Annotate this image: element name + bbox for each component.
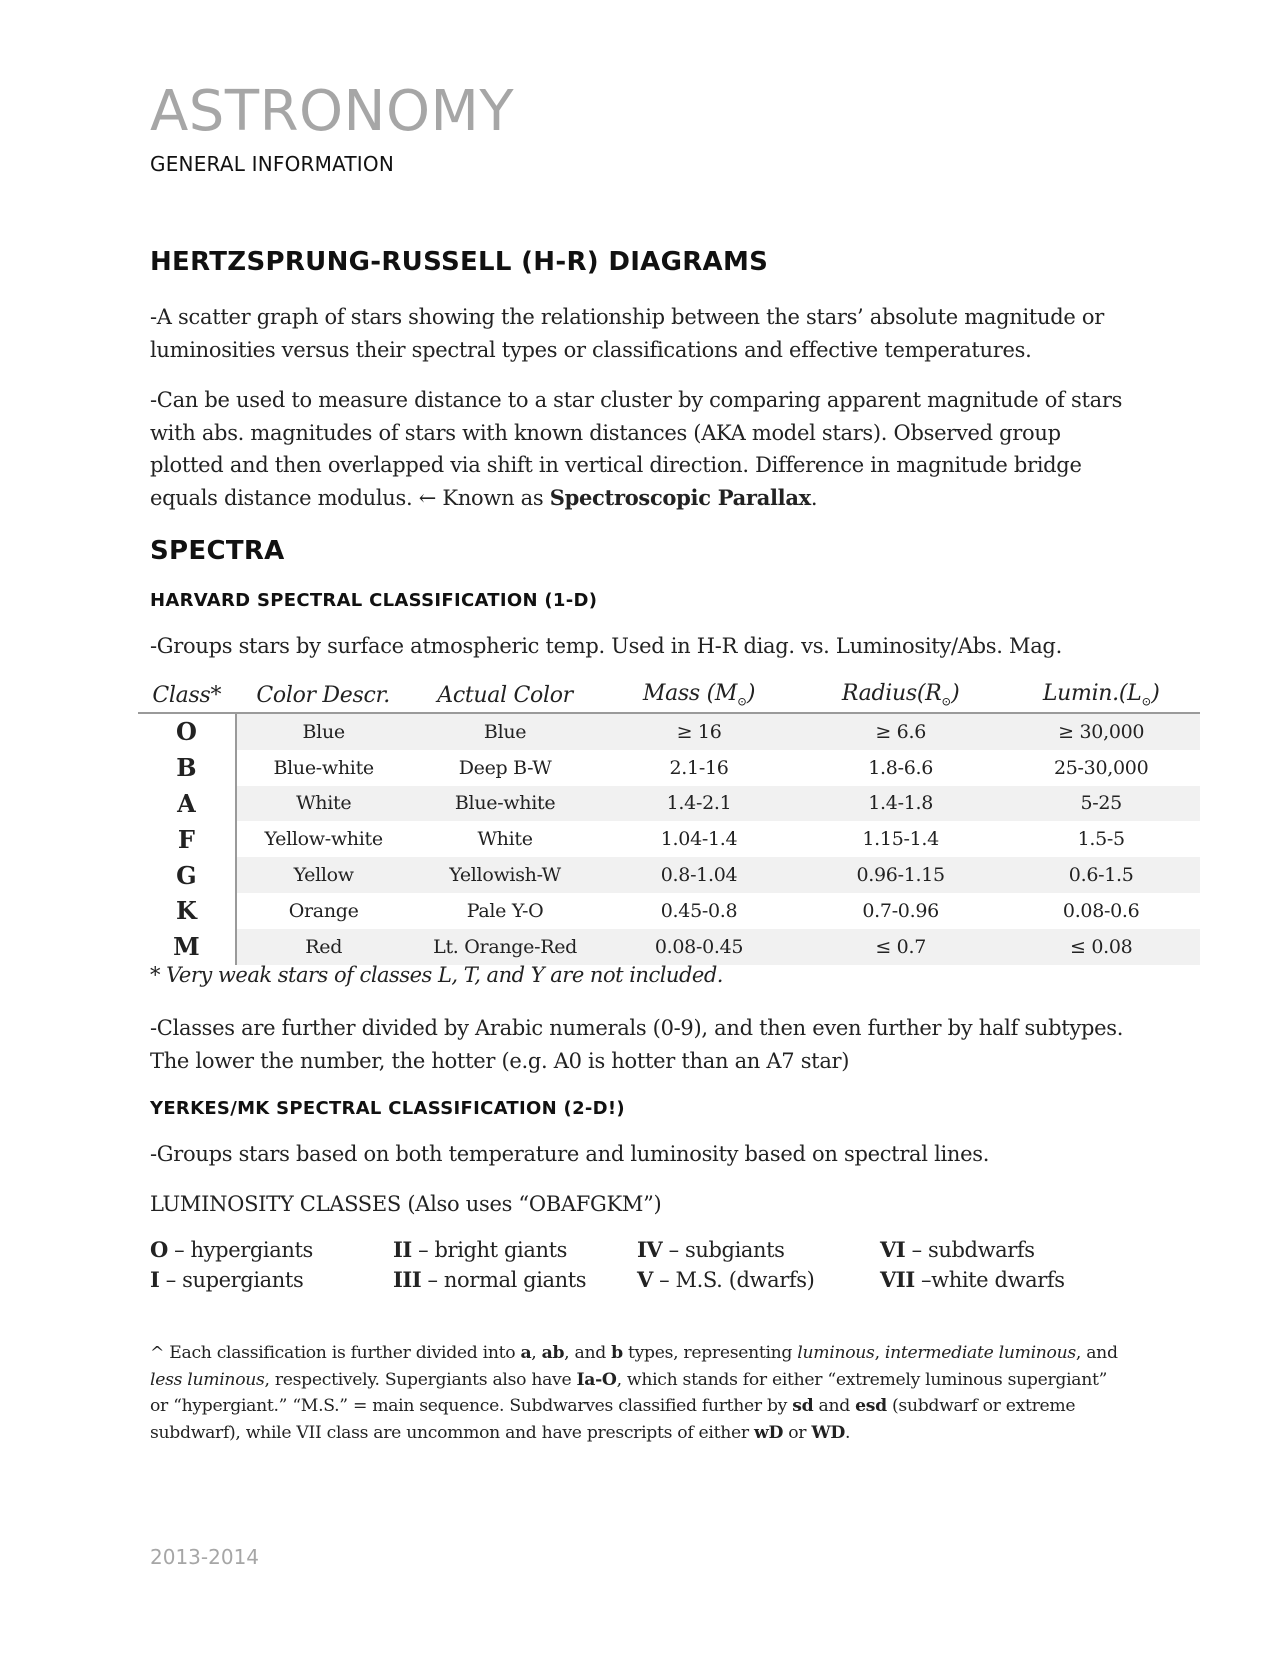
col-mass — [599, 678, 798, 713]
lum-code: II — [393, 1237, 412, 1262]
col-radius — [799, 678, 1003, 713]
cell-radius: ≥ 6.6 — [799, 713, 1003, 750]
cell-actual-color: Yellowish-W — [411, 857, 599, 893]
harvard-classification-table — [138, 678, 1270, 965]
cell-class: O — [138, 713, 236, 750]
lum-code: VI — [880, 1237, 906, 1262]
yerkes-intro: -Groups stars based on both temperature and luminosity based on spectral lines. — [150, 1142, 990, 1166]
harvard-heading: HARVARD SPECTRAL CLASSIFICATION (1-D) — [150, 590, 598, 611]
note-text: , and — [1075, 1343, 1118, 1363]
cell-mass: 0.45-0.8 — [660, 899, 738, 922]
note-text: and — [813, 1396, 856, 1417]
note-bold: b — [611, 1343, 623, 1363]
mass-label: Mass (M — [642, 681, 738, 707]
table-row — [138, 786, 1270, 822]
table-row — [138, 821, 1270, 857]
col-class: Class* — [138, 678, 236, 713]
cell-actual-color: Blue-white — [411, 786, 599, 822]
cell-actual-color: Pale Y-O — [466, 899, 544, 922]
cell-class: A — [138, 786, 236, 822]
spacer — [1200, 713, 1270, 750]
lum-code: IV — [637, 1237, 663, 1262]
parallax-text: -Can be used to measure distance to a star cluster by comparing apparent magnitude of stars with abs. magnitudes of stars with known distances (AKA model stars). Observed group plotted and then overlapped via shift in vertical direction. Difference in magnitude bridge equals distance modulus. ← Known as — [150, 388, 1123, 510]
lum-class-item — [150, 1265, 393, 1295]
harvard-intro: -Groups stars by surface atmospheric temp. Used in H-R diag. vs. Luminosity/Abs. Mag. — [150, 634, 1062, 658]
lum-class-item — [637, 1235, 880, 1265]
cell-color-descr: Blue — [236, 713, 411, 750]
note-bold: a — [520, 1343, 532, 1363]
note-italic: luminous — [797, 1343, 875, 1363]
lum-desc: – hypergiants — [167, 1238, 313, 1262]
lum-class-item — [150, 1235, 393, 1265]
note-text: , — [874, 1343, 885, 1363]
spacer — [1200, 786, 1270, 822]
cell-color-descr: Orange — [288, 899, 359, 922]
lum-code: O — [150, 1237, 168, 1262]
lum-code: III — [393, 1267, 422, 1292]
note-bold: ab — [541, 1343, 565, 1363]
lum-class-item — [637, 1265, 880, 1295]
cell-lumin: 5-25 — [1003, 786, 1200, 822]
cell-class: B — [138, 750, 236, 786]
sun-symbol-icon: ⊙ — [737, 694, 747, 709]
cell-lumin: 1.5-5 — [1077, 828, 1125, 851]
table-row — [138, 713, 1270, 750]
cell-lumin: 25-30,000 — [1053, 756, 1149, 779]
note-text: types, representing — [622, 1343, 798, 1363]
lum-class-item — [393, 1235, 637, 1265]
subdivision-paragraph: -Classes are further divided by Arabic numerals (0-9), and then even further by half subtypes. The lower the number, the hotter (e.g. A0 is hotter than an A7 star) — [150, 1016, 1124, 1073]
spacer — [1200, 678, 1270, 713]
lum-desc: – subdwarfs — [905, 1238, 1035, 1262]
cell-actual-color: Deep B-W — [458, 756, 552, 779]
lum-desc: –white dwarfs — [914, 1268, 1065, 1292]
note-bold: wD — [753, 1423, 784, 1444]
note-text: , and — [564, 1343, 612, 1363]
cell-color-descr: Yellow-white — [264, 828, 383, 851]
lum-code: VII — [880, 1267, 915, 1292]
cell-class: M — [138, 929, 236, 965]
table-row — [138, 750, 1270, 786]
cell-lumin: 0.6-1.5 — [1003, 857, 1200, 893]
cell-mass: 0.8-1.04 — [599, 857, 798, 893]
lum-desc: – bright giants — [411, 1238, 568, 1262]
cell-lumin: ≤ 0.08 — [1003, 929, 1200, 965]
period: . — [810, 485, 818, 510]
cell-mass: 2.1-16 — [669, 756, 729, 779]
lum-code: I — [150, 1267, 160, 1292]
note-text: or — [783, 1423, 812, 1444]
luminosity-classes-heading: LUMINOSITY CLASSES (Also uses “OBAFGKM”) — [150, 1192, 662, 1216]
col-color-descr: Color Descr. — [236, 678, 411, 713]
note-bold: esd — [855, 1396, 887, 1417]
cell-radius: 1.8-6.6 — [868, 756, 934, 779]
cell-class: F — [138, 821, 236, 857]
cell-radius: 1.15-1.4 — [862, 828, 939, 851]
hr-description-paragraph: -A scatter graph of stars showing the relationship between the stars’ absolute magnitude or luminosities versus their spectral types or classifications and effective temperatures. — [150, 305, 1104, 362]
cell-class: K — [138, 893, 236, 929]
note-text: . — [844, 1423, 851, 1444]
cell-actual-color: Lt. Orange-Red — [411, 929, 599, 965]
cell-lumin: ≥ 30,000 — [1003, 713, 1200, 750]
lum-desc: – supergiants — [159, 1268, 304, 1292]
spacer — [1200, 750, 1270, 786]
cell-color-descr: Blue-white — [273, 756, 374, 779]
cell-color-descr: White — [236, 786, 411, 822]
cell-radius: 0.7-0.96 — [862, 899, 939, 922]
lum-desc: – M.S. (dwarfs) — [652, 1268, 815, 1292]
cell-radius: 1.4-1.8 — [799, 786, 1003, 822]
col-actual-color: Actual Color — [411, 678, 599, 713]
sun-symbol-icon: ⊙ — [1141, 694, 1152, 709]
note-text: (subdwarf or extreme subdwarf), while VII class are uncommon and have prescripts of either — [150, 1396, 1076, 1444]
cell-mass: 1.04-1.4 — [660, 828, 738, 851]
footer-years: 2013-2014 — [150, 1545, 260, 1569]
col-lumin — [1003, 678, 1200, 713]
lum-desc: – subgiants — [662, 1238, 785, 1262]
paren: ) — [746, 681, 756, 707]
document-title: ASTRONOMY — [150, 79, 515, 144]
table-row — [138, 929, 1270, 965]
radius-label: Radius(R — [841, 681, 942, 707]
table-header-row — [138, 678, 1270, 713]
cell-actual-color: Blue — [411, 713, 599, 750]
note-italic: less luminous — [150, 1369, 265, 1390]
note-italic: intermediate luminous — [884, 1343, 1076, 1363]
spacer — [1200, 893, 1270, 929]
sun-symbol-icon: ⊙ — [941, 694, 952, 709]
paren: ) — [951, 681, 960, 707]
cell-radius: 0.96-1.15 — [799, 857, 1003, 893]
note-text: , which stands for either “extremely luminous supergiant” or “hypergiant.” “M.S.” = main sequence. Subdwarves classified further by — [150, 1369, 1108, 1417]
spectroscopic-parallax-paragraph — [150, 384, 1140, 514]
lum-desc: – normal giants — [421, 1268, 587, 1292]
paren: ) — [1151, 681, 1160, 707]
cell-lumin: 0.08-0.6 — [1062, 899, 1140, 922]
spacer — [1200, 821, 1270, 857]
cell-color-descr: Yellow — [236, 857, 411, 893]
note-bold: sd — [792, 1396, 814, 1417]
table-footnote: * Very weak stars of classes L, T, and Y are not included. — [150, 963, 723, 987]
hr-diagrams-heading: HERTZSPRUNG-RUSSELL (H-R) DIAGRAMS — [150, 247, 769, 277]
note-bold: Ia-O — [576, 1369, 617, 1390]
note-bold: WD — [811, 1423, 845, 1444]
table-row — [138, 893, 1270, 929]
yerkes-heading: YERKES/MK SPECTRAL CLASSIFICATION (2-D!) — [150, 1098, 625, 1119]
cell-radius: ≤ 0.7 — [799, 929, 1003, 965]
spacer — [1200, 857, 1270, 893]
cell-color-descr: Red — [236, 929, 411, 965]
lum-class-item — [393, 1265, 637, 1295]
spacer — [1200, 929, 1270, 965]
note-text: , — [531, 1343, 542, 1363]
lum-code: V — [637, 1267, 653, 1292]
lum-class-item — [880, 1235, 1110, 1265]
cell-class: G — [138, 857, 236, 893]
cell-mass: ≥ 16 — [599, 713, 798, 750]
document-subtitle: GENERAL INFORMATION — [150, 152, 395, 176]
cell-actual-color: White — [477, 828, 533, 851]
table-row — [138, 857, 1270, 893]
cell-mass: 1.4-2.1 — [599, 786, 798, 822]
note-text: ^ Each classification is further divided into — [150, 1343, 521, 1363]
lumin-label: Lumin.(L — [1042, 681, 1142, 707]
lum-class-item — [880, 1265, 1110, 1295]
classification-note — [150, 1340, 1130, 1447]
cell-mass: 0.08-0.45 — [599, 929, 798, 965]
luminosity-classes-grid — [150, 1235, 1110, 1295]
spectra-heading: SPECTRA — [150, 536, 285, 566]
note-text: , respectively. Supergiants also have — [264, 1369, 577, 1390]
spectroscopic-parallax-term: Spectroscopic Parallax — [549, 484, 811, 510]
